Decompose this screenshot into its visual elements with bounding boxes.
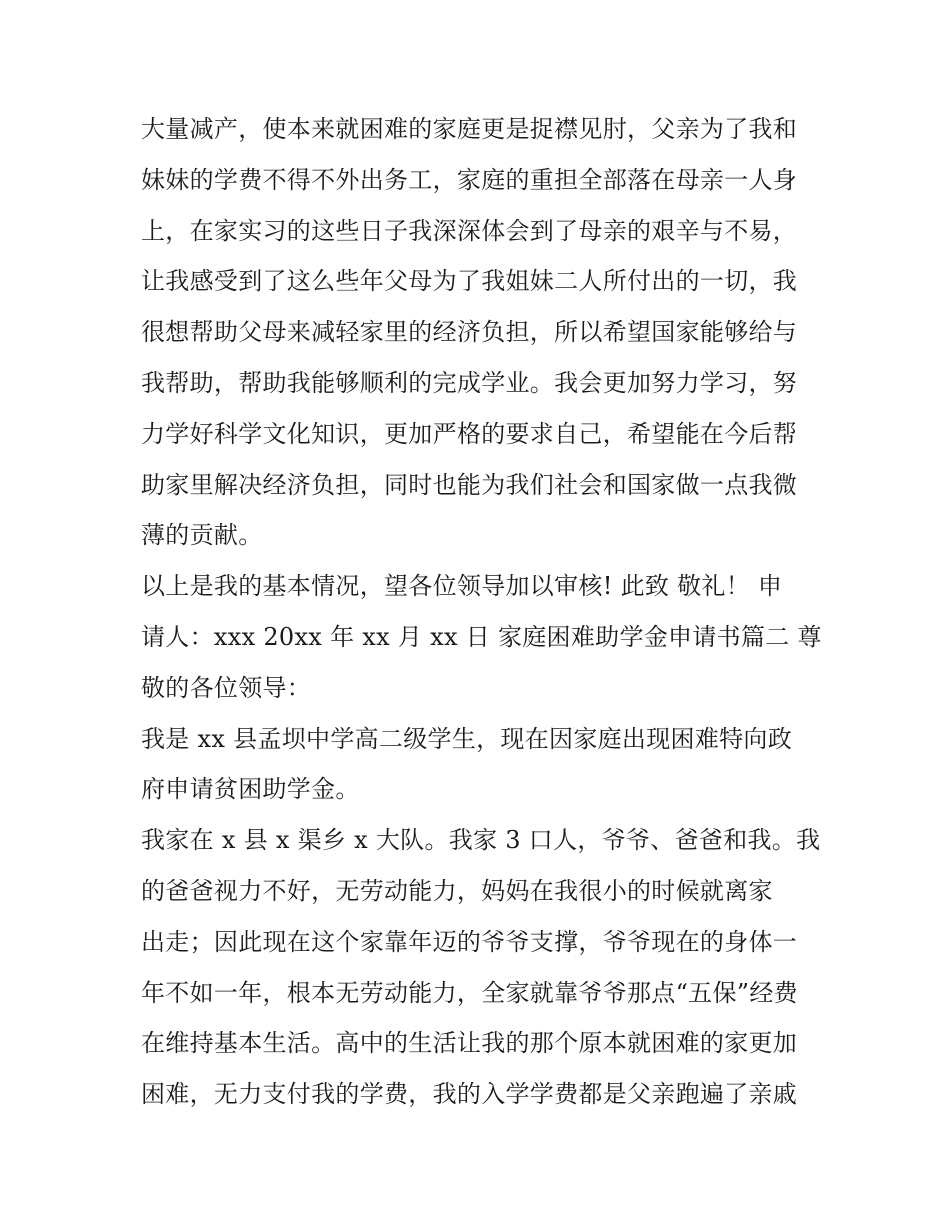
text-line: 困难，无力支付我的学费，我的入学学费都是父亲跑遍了亲戚	[141, 1080, 798, 1109]
text-line: 大量减产，使本来就困难的家庭更是捉襟见肘，父亲为了我和	[141, 115, 798, 143]
text-line: 年不如一年，根本无劳动能力，全家就靠爷爷那点“五保”经费	[141, 978, 798, 1007]
text-line: 府申请贫困助学金。	[141, 775, 360, 804]
text-line: 让我感受到了这么些年父母为了我姐妹二人所付出的一切，我	[141, 267, 798, 296]
text-line: 敬的各位领导：	[141, 673, 312, 702]
text-line: 在维持基本生活。高中的生活让我的那个原本就困难的家更加	[141, 1029, 798, 1058]
text-line: 我帮助，帮助我能够顺利的完成学业。我会更加努力学习，努	[141, 368, 798, 397]
text-line: 出走；因此现在这个家靠年迈的爷爷支撑，爷爷现在的身体一	[141, 927, 798, 956]
text-line: 很想帮助父母来减轻家里的经济负担，所以希望国家能够给与	[141, 318, 798, 347]
text-line: 上，在家实习的这些日子我深深体会到了母亲的艰辛与不易，	[141, 216, 798, 245]
text-line: 我家在 x 县 x 渠乡 x 大队。我家 3 口人，爷爷、爸爸和我。我	[141, 826, 821, 855]
body-text	[141, 104, 821, 1120]
text-line: 以上是我的基本情况，望各位领导加以审核! 此致 敬礼！ 申	[141, 572, 783, 601]
text-line: 力学好科学文化知识，更加严格的要求自己，希望能在今后帮	[141, 419, 798, 448]
text-line: 请人：xxx 20xx 年 xx 月 xx 日 家庭困难助学金申请书篇二 尊	[141, 622, 822, 651]
text-line: 薄的贡献。	[141, 521, 263, 550]
text-line: 妹妹的学费不得不外出务工，家庭的重担全部落在母亲一人身	[141, 165, 798, 194]
text-line: 助家里解决经济负担，同时也能为我们社会和国家做一点我微	[141, 470, 798, 499]
text-line: 的爸爸视力不好，无劳动能力，妈妈在我很小的时候就离家	[141, 876, 773, 905]
text-line: 我是 xx 县孟坝中学高二级学生，现在因家庭出现困难特向政	[141, 724, 793, 753]
